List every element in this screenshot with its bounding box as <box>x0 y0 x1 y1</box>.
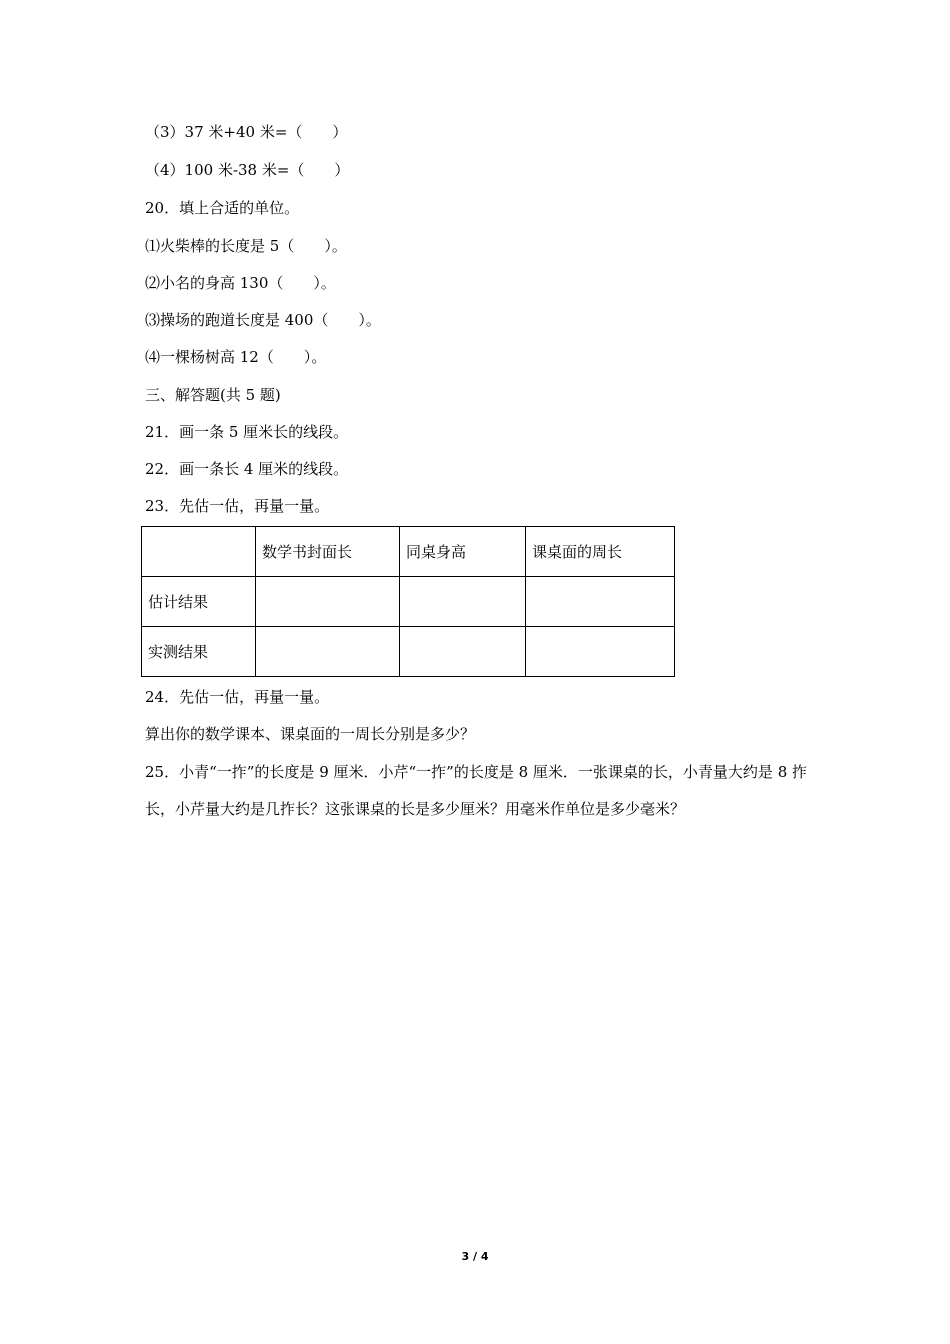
table-cell <box>400 577 526 627</box>
question-20-2: ⑵小名的身高 130（ ）。 <box>145 274 336 292</box>
table-cell <box>400 627 526 677</box>
table-header-cell: 同桌身高 <box>400 527 526 577</box>
section-3-heading: 三、解答题(共 5 题) <box>145 386 281 404</box>
table-cell <box>526 577 675 627</box>
table-header-row <box>142 527 675 577</box>
table-row <box>142 627 675 677</box>
table-header-cell <box>142 527 256 577</box>
table-row-label: 实测结果 <box>142 627 256 677</box>
question-24-subtext: 算出你的数学课本、课桌面的一周长分别是多少？ <box>145 725 476 743</box>
table-header-cell: 数学书封面长 <box>256 527 400 577</box>
question-20-1: ⑴火柴棒的长度是 5（ ）。 <box>145 237 347 255</box>
table-cell <box>526 627 675 677</box>
question-24: 24．先估一估，再量一量。 <box>145 688 330 706</box>
question-22: 22．画一条长 4 厘米的线段。 <box>145 460 349 478</box>
table-header-cell: 课桌面的周长 <box>526 527 675 577</box>
table-row <box>142 577 675 627</box>
table-cell <box>256 577 400 627</box>
page-number: 3 / 4 <box>461 1250 489 1263</box>
question-20-4: ⑷一棵杨树高 12（ ）。 <box>145 348 327 366</box>
question-23: 23．先估一估，再量一量。 <box>145 497 330 515</box>
table-row-label: 估计结果 <box>142 577 256 627</box>
question-20-title: 20．填上合适的单位。 <box>145 199 300 217</box>
question-19-3: （3）37 米+40 米=（ ） <box>145 123 348 141</box>
question-20-3: ⑶操场的跑道长度是 400（ ）。 <box>145 311 381 329</box>
measurement-table <box>141 526 675 677</box>
question-19-4: （4）100 米-38 米=（ ） <box>145 161 350 179</box>
question-25: 25．小青“一拃”的长度是 9 厘米．小芹“一拃”的长度是 8 厘米．一张课桌的长，小青量大约是 8 拃长，小芹量大约是几拃长？这张课桌的长是多少厘米？用毫米作单位是多少毫米？ <box>145 763 808 818</box>
question-21: 21．画一条 5 厘米长的线段。 <box>145 423 349 441</box>
table-cell <box>256 627 400 677</box>
